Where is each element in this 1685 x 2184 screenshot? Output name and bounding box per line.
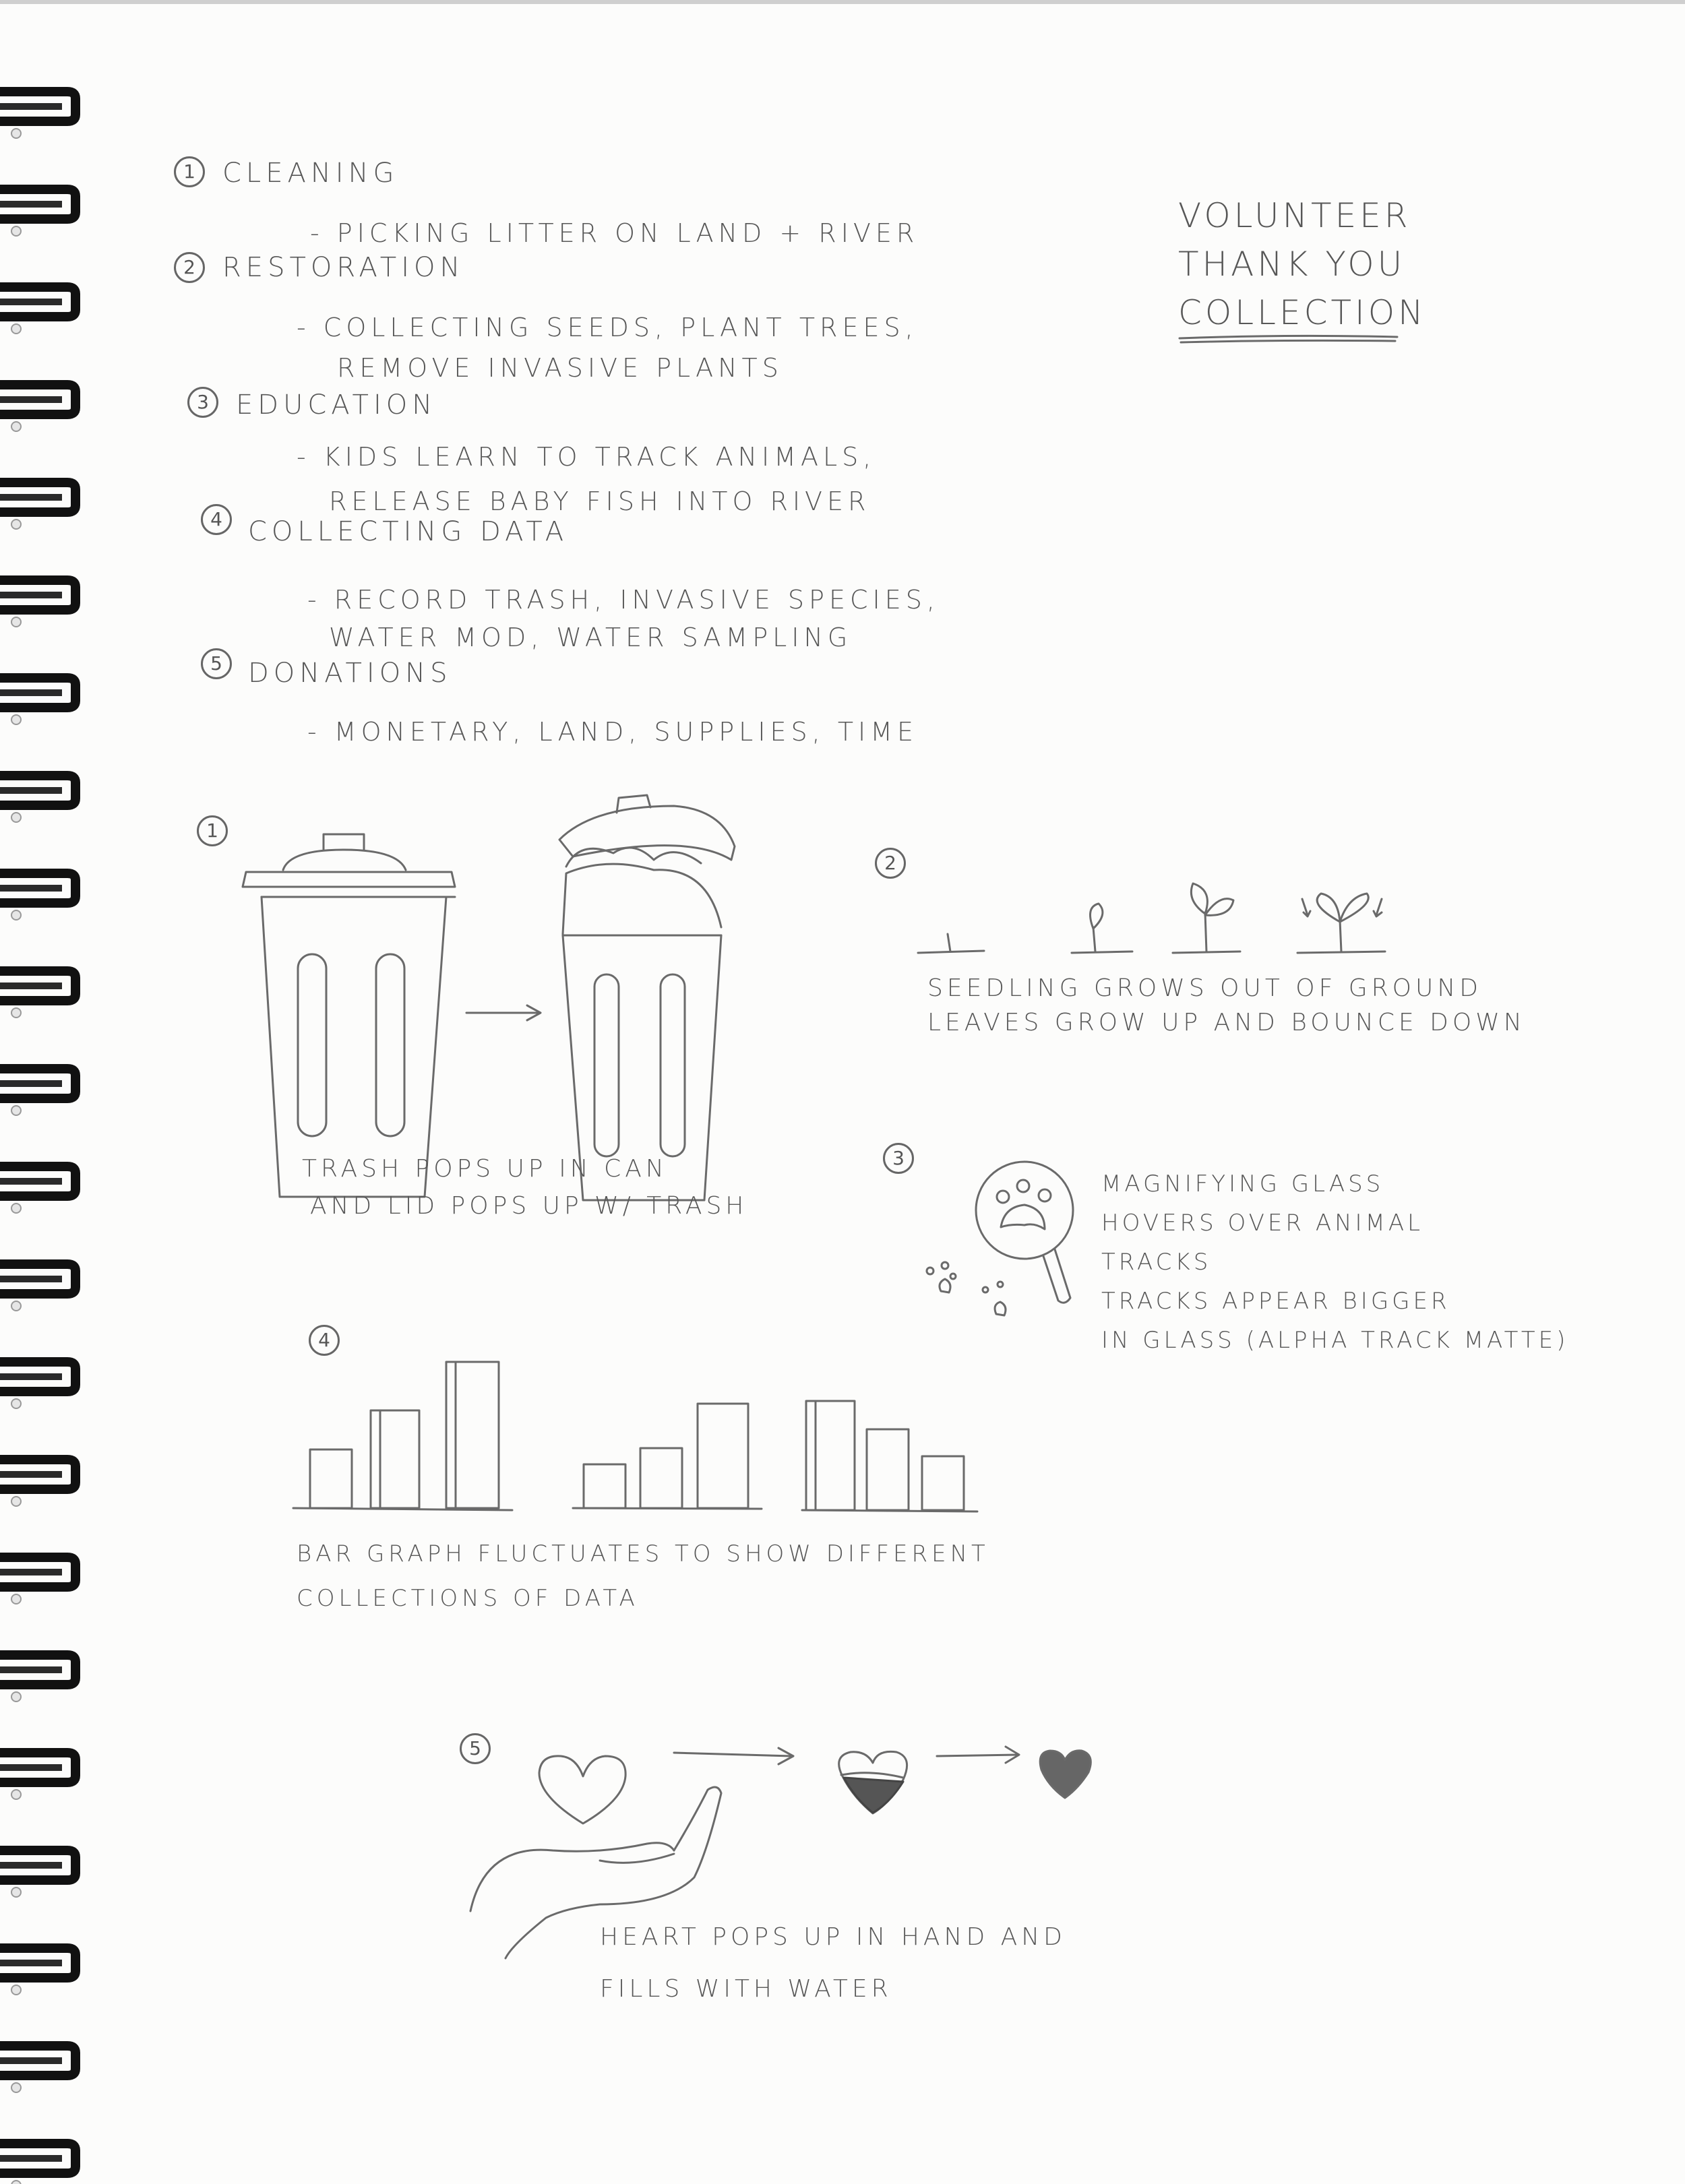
- spiral-ring: [0, 1753, 75, 1799]
- title-line-1: VOLUNTEER: [1178, 196, 1411, 235]
- caption-line: COLLECTIONS OF DATA: [297, 1585, 639, 1612]
- spiral-ring: [0, 2144, 75, 2184]
- caption-line: MAGNIFYING GLASS: [1101, 1171, 1384, 1197]
- caption-line: TRACKS: [1101, 1249, 1212, 1276]
- caption-line: HEART POPS UP IN HAND AND: [600, 1923, 1066, 1951]
- arrow-icon: [465, 1003, 546, 1023]
- list-number-3: 3: [187, 387, 218, 418]
- spiral-ring: [0, 2046, 75, 2092]
- trash-can-icon: [229, 833, 479, 1210]
- spiral-ring: [0, 1166, 75, 1213]
- seedling-growth-icon: [917, 873, 1415, 961]
- spiral-ring: [0, 189, 75, 236]
- list-heading-cleaning: CLEANING: [222, 158, 399, 189]
- full-trash-can-icon: [553, 792, 768, 1217]
- spiral-ring: [0, 1850, 75, 1897]
- spiral-ring: [0, 482, 75, 529]
- caption-line: BAR GRAPH FLUCTUATES TO SHOW DIFFERENT: [297, 1540, 989, 1567]
- list-heading-restoration: RESTORATION: [222, 252, 465, 283]
- sketch-number-2: 2: [875, 848, 906, 879]
- list-heading-donations: DONATIONS: [248, 658, 452, 689]
- spiral-ring: [0, 678, 75, 724]
- spiral-ring: [0, 580, 75, 627]
- list-number-4: 4: [201, 504, 232, 535]
- list-detail: REMOVE INVASIVE PLANTS: [337, 353, 783, 383]
- caption-line: SEEDLING GROWS OUT OF GROUND: [927, 974, 1482, 1002]
- spiral-ring: [0, 287, 75, 334]
- list-number-2: 2: [174, 252, 205, 283]
- list-heading-collecting-data: COLLECTING DATA: [248, 516, 569, 547]
- list-number-1: 1: [174, 156, 205, 187]
- caption-line: HOVERS OVER ANIMAL: [1101, 1210, 1424, 1237]
- spiral-ring: [0, 1948, 75, 1995]
- list-detail: WATER MOD, WATER SAMPLING: [329, 623, 853, 652]
- sketch-2-caption: [927, 974, 1526, 1036]
- caption-line: TRASH POPS UP IN CAN: [302, 1155, 668, 1183]
- list-detail: - KIDS LEARN TO TRACK ANIMALS,: [297, 442, 876, 472]
- title-line-3: COLLECTION: [1178, 293, 1427, 332]
- spiral-ring: [0, 1362, 75, 1408]
- bar-graph-icon: [290, 1348, 984, 1517]
- list-detail: RELEASE BABY FISH INTO RIVER: [329, 487, 871, 516]
- sketch-4-caption: [297, 1540, 989, 1612]
- list-detail: - COLLECTING SEEDS, PLANT TREES,: [297, 313, 918, 342]
- spiral-ring: [0, 1655, 75, 1702]
- caption-line: TRACKS APPEAR BIGGER: [1101, 1288, 1450, 1315]
- spiral-ring: [0, 873, 75, 920]
- spiral-ring: [0, 1557, 75, 1604]
- spiral-ring: [0, 1264, 75, 1311]
- list-number-5: 5: [201, 648, 232, 679]
- sketch-number-5: 5: [460, 1733, 491, 1764]
- spiral-ring: [0, 1069, 75, 1115]
- caption-line: IN GLASS (ALPHA TRACK MATTE): [1101, 1327, 1569, 1354]
- caption-line: LEAVES GROW UP AND BOUNCE DOWN: [927, 1009, 1526, 1036]
- spiral-ring: [0, 92, 75, 138]
- list-detail: - RECORD TRASH, INVASIVE SPECIES,: [307, 585, 940, 615]
- list-heading-education: EDUCATION: [236, 389, 437, 420]
- caption-line: FILLS WITH WATER: [600, 1975, 892, 2003]
- sketch-number-3: 3: [883, 1143, 914, 1174]
- page-title: [1178, 191, 1427, 337]
- spiral-ring: [0, 971, 75, 1018]
- list-detail: - PICKING LITTER ON LAND + RIVER: [310, 218, 919, 248]
- spiral-binding: [0, 4, 88, 2184]
- magnifying-glass-icon: [923, 1156, 1078, 1332]
- sketch-3-caption: [1101, 1164, 1568, 1360]
- sketch-5-caption: [600, 1923, 1066, 2003]
- sketch-1-caption: [302, 1155, 747, 1220]
- spiral-ring: [0, 776, 75, 822]
- sketch-number-1: 1: [197, 815, 228, 846]
- title-underline: [1178, 333, 1401, 346]
- caption-line: AND LID POPS UP W/ TRASH: [310, 1192, 748, 1220]
- title-line-2: THANK YOU: [1178, 245, 1406, 284]
- list-detail: - MONETARY, LAND, SUPPLIES, TIME: [307, 717, 919, 747]
- spiral-ring: [0, 385, 75, 431]
- sketch-number-4: 4: [309, 1325, 340, 1356]
- spiral-ring: [0, 1460, 75, 1506]
